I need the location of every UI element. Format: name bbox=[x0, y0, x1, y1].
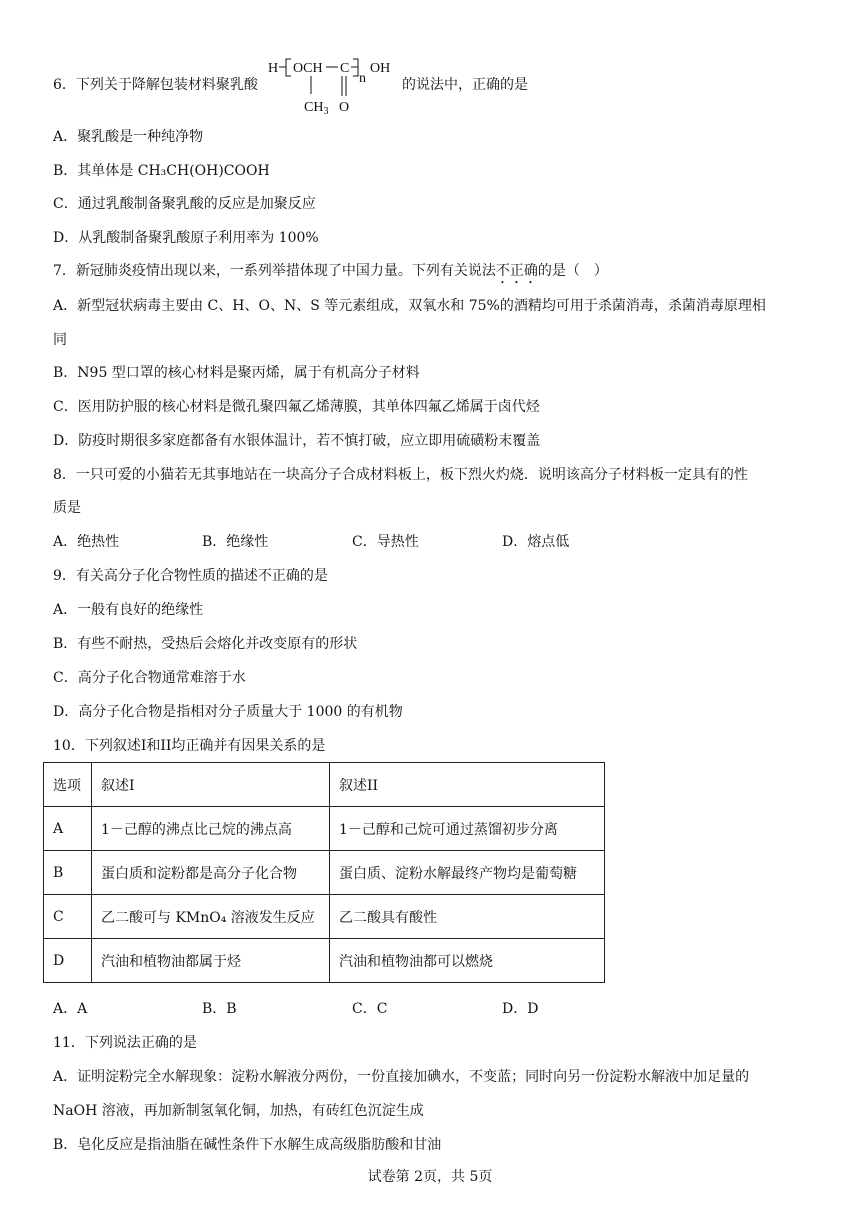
formula-o: O bbox=[339, 100, 350, 115]
table-cell: B bbox=[44, 851, 92, 895]
q10-option-c: C．C bbox=[352, 1001, 388, 1017]
table-cell: A bbox=[44, 807, 92, 851]
q8-option-b: B．绝缘性 bbox=[202, 534, 269, 550]
q9-option-d: D．高分子化合物是指相对分子质量大于 1000 的有机物 bbox=[53, 704, 403, 720]
q9-option-a: A．一般有良好的绝缘性 bbox=[53, 602, 204, 618]
table-cell: 蛋白质、淀粉水解最终产物均是葡萄糖 bbox=[330, 851, 605, 895]
q10-option-b: B．B bbox=[202, 1001, 237, 1017]
q9-stem: 9．有关高分子化合物性质的描述不正确的是 bbox=[53, 568, 328, 584]
table-header-cell: 叙述II bbox=[330, 763, 605, 807]
table-cell: 蛋白质和淀粉都是高分子化合物 bbox=[92, 851, 330, 895]
q8-stem-line2: 质是 bbox=[53, 500, 81, 516]
q6-stem-suffix: 的说法中，正确的是 bbox=[402, 77, 528, 93]
table-row bbox=[44, 851, 605, 895]
table-cell: 乙二酸可与 KMnO₄ 溶液发生反应 bbox=[92, 895, 330, 939]
formula-ch3: $CH_3$ bbox=[304, 100, 329, 117]
q10-stem: 10．下列叙述I和II均正确并有因果关系的是 bbox=[53, 738, 326, 754]
q10-table bbox=[43, 762, 605, 983]
q7-option-a-line1: A．新型冠状病毒主要由 C、H、O、N、S 等元素组成，双氧水和 75%的酒精均可用于杀菌消毒，杀菌消毒原理相 bbox=[53, 298, 766, 314]
formula-c: C bbox=[340, 61, 350, 76]
table-row bbox=[44, 895, 605, 939]
q6-option-c: C．通过乳酸制备聚乳酸的反应是加聚反应 bbox=[53, 196, 316, 212]
q6-option-a: A．聚乳酸是一种纯净物 bbox=[53, 129, 204, 145]
q8-option-a: A．绝热性 bbox=[53, 534, 120, 550]
q7-stem: 7．新冠肺炎疫情出现以来，一系列举措体现了中国力量。下列有关说法不正确的是（ ） bbox=[53, 263, 608, 279]
formula-n: n bbox=[359, 71, 366, 86]
table-header-cell: 叙述I bbox=[92, 763, 330, 807]
table-cell: 1－己醇的沸点比己烷的沸点高 bbox=[92, 807, 330, 851]
q9-option-b: B．有些不耐热，受热后会熔化并改变原有的形状 bbox=[53, 636, 358, 652]
table-cell: 1－己醇和己烷可通过蒸馏初步分离 bbox=[330, 807, 605, 851]
table-row bbox=[44, 939, 605, 983]
table-header-row bbox=[44, 763, 605, 807]
table-row bbox=[44, 807, 605, 851]
q10-option-a: A．A bbox=[53, 1001, 88, 1017]
table-cell: 乙二酸具有酸性 bbox=[330, 895, 605, 939]
formula-oh: OH bbox=[370, 61, 391, 76]
q6-option-d: D．从乳酸制备聚乳酸原子利用率为 100% bbox=[53, 230, 319, 246]
q6-option-b: B．其单体是 CH₃CH(OH)COOH bbox=[53, 163, 270, 179]
formula-h: H bbox=[268, 61, 279, 76]
q11-stem: 11．下列说法正确的是 bbox=[53, 1035, 197, 1051]
q11-option-b: B．皂化反应是指油脂在碱性条件下水解生成高级脂肪酸和甘油 bbox=[53, 1137, 442, 1153]
q7-option-b: B．N95 型口罩的核心材料是聚丙烯，属于有机高分子材料 bbox=[53, 365, 420, 381]
q9-option-c: C．高分子化合物通常难溶于水 bbox=[53, 670, 246, 686]
table-cell: D bbox=[44, 939, 92, 983]
q7-option-c: C．医用防护服的核心材料是微孔聚四氟乙烯薄膜，其单体四氟乙烯属于卤代烃 bbox=[53, 399, 540, 415]
q7-option-d: D．防疫时期很多家庭都备有水银体温计，若不慎打破，应立即用硫磺粉末覆盖 bbox=[53, 433, 541, 449]
polylactic-acid-formula bbox=[266, 56, 404, 118]
q6-stem-prefix: 6．下列关于降解包装材料聚乳酸 bbox=[53, 77, 258, 93]
q11-option-a-line2: NaOH 溶液，再加新制氢氧化铜，加热，有砖红色沉淀生成 bbox=[53, 1103, 424, 1119]
q8-option-d: D．熔点低 bbox=[502, 534, 570, 550]
table-header-cell: 选项 bbox=[44, 763, 92, 807]
table-cell: 汽油和植物油都可以燃烧 bbox=[330, 939, 605, 983]
page-footer: 试卷第 2页，共 5页 bbox=[367, 1169, 493, 1185]
table-cell: 汽油和植物油都属于烃 bbox=[92, 939, 330, 983]
q7-stem-emphasis: 不正确 bbox=[495, 263, 538, 279]
table-cell: C bbox=[44, 895, 92, 939]
q8-option-c: C．导热性 bbox=[352, 534, 419, 550]
q11-option-a-line1: A．证明淀粉完全水解现象：淀粉水解液分两份，一份直接加碘水，不变蓝；同时向另一份淀粉水解液中加足量的 bbox=[53, 1069, 750, 1085]
q8-stem-line1: 8．一只可爱的小猫若无其事地站在一块高分子合成材料板上，板下烈火灼烧．说明该高分子材料板一定具有的性 bbox=[53, 467, 748, 483]
q10-option-d: D．D bbox=[502, 1001, 539, 1017]
q7-option-a-line2: 同 bbox=[53, 332, 67, 348]
formula-och: OCH bbox=[293, 61, 323, 76]
